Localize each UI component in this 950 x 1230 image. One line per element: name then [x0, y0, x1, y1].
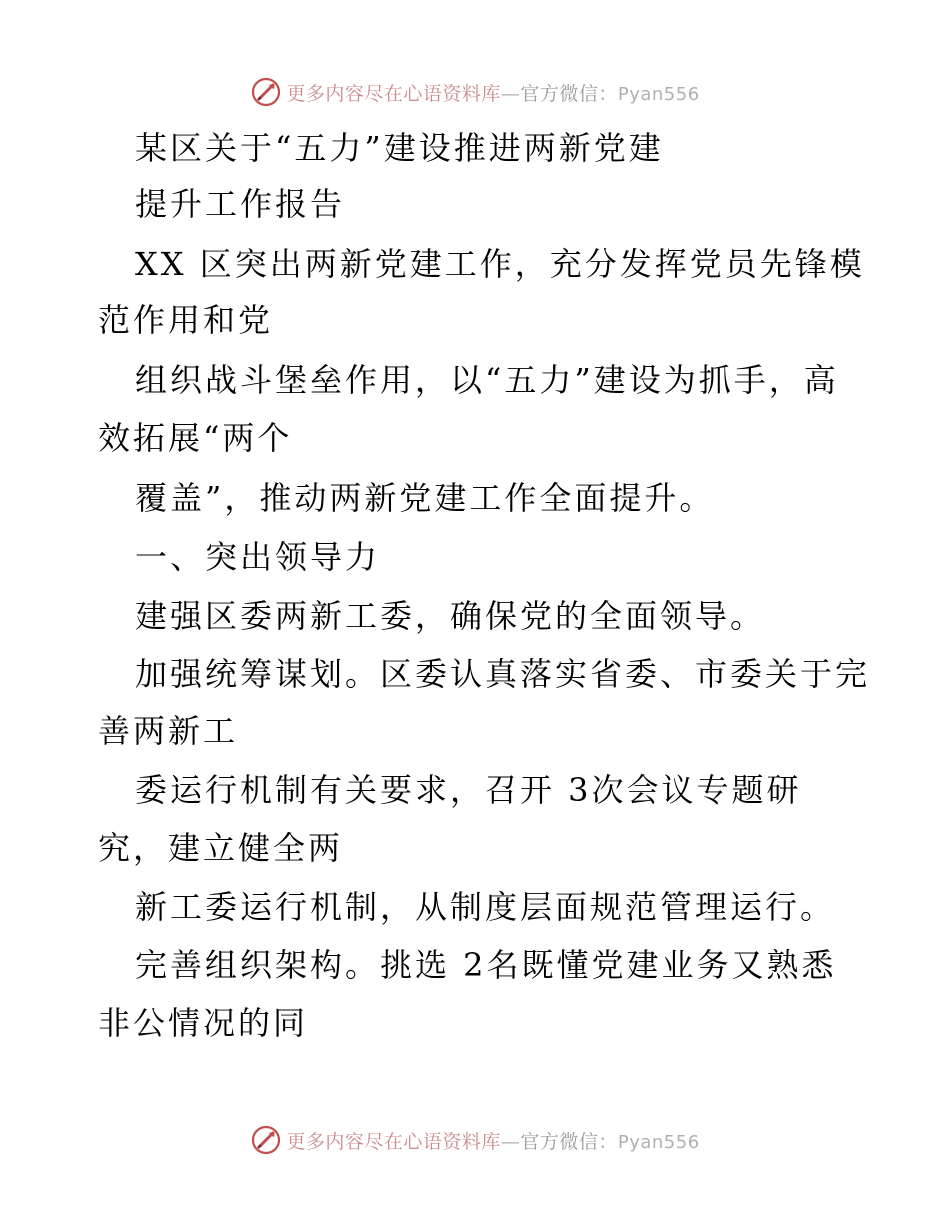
paragraph-line: 组织战斗堡垒作用，以“五力”建设为抓手，高: [135, 361, 839, 399]
watermark-dash: —: [500, 82, 521, 105]
paragraph-line: 建强区委两新工委，确保党的全面领导。: [135, 597, 766, 635]
watermark-text: [286, 79, 699, 106]
paragraph-line: 覆盖”，推动两新党建工作全面提升。: [135, 479, 715, 517]
watermark-label: 官方微信：: [520, 1130, 618, 1153]
watermark-id: Pyan556: [617, 1131, 700, 1153]
paragraph-line: 效拓展“两个: [98, 419, 293, 457]
title-line-1: 某区关于“五力”建设推进两新党建: [135, 129, 664, 167]
header-watermark: [0, 72, 950, 112]
quill-logo-icon: [250, 1124, 282, 1156]
watermark-dash: —: [500, 1130, 521, 1153]
paragraph-line: 究，建立健全两: [98, 829, 344, 867]
section-heading: 一、突出领导力: [135, 538, 381, 576]
title-line-2: 提升工作报告: [135, 185, 346, 223]
watermark-main: 更多内容尽在心语资料库: [286, 82, 501, 105]
paragraph-line: 加强统筹谋划。区委认真落实省委、市委关于完: [135, 655, 871, 693]
paragraph-line: 新工委运行机制，从制度层面规范管理运行。: [135, 888, 836, 926]
paragraph-line: 完善组织架构。挑选 2名既懂党建业务又熟悉: [135, 946, 837, 984]
watermark-text: [286, 1127, 699, 1154]
watermark-label: 官方微信：: [520, 82, 618, 105]
footer-watermark: [0, 1120, 950, 1160]
quill-logo-icon: [250, 76, 282, 108]
watermark-id: Pyan556: [617, 83, 700, 105]
paragraph-line: XX 区突出两新党建工作，充分发挥党员先锋模: [135, 245, 865, 283]
paragraph-line: 善两新工: [98, 712, 239, 750]
paragraph-line: 范作用和党: [98, 301, 274, 339]
watermark-main: 更多内容尽在心语资料库: [286, 1130, 501, 1153]
paragraph-line: 委运行机制有关要求，召开 3次会议专题研: [135, 771, 802, 809]
paragraph-line: 非公情况的同: [98, 1004, 309, 1042]
